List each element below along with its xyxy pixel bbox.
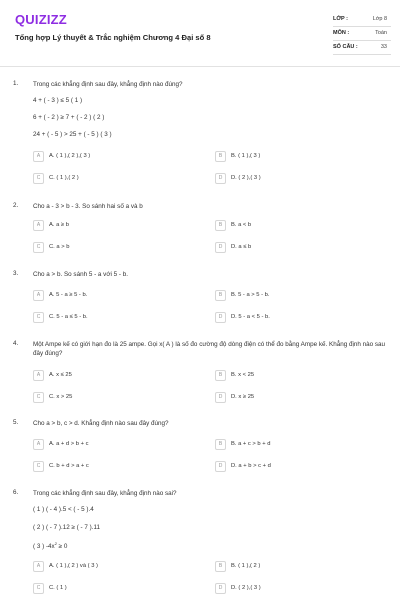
option-a[interactable] (33, 151, 208, 163)
option-text: A. a + d > b + c (49, 441, 89, 447)
statement-prefix: ( 3 ) -4x (33, 543, 55, 551)
question-number: 4. (13, 340, 19, 347)
option-c[interactable] (33, 583, 208, 595)
option-a[interactable] (33, 561, 208, 573)
option-a[interactable] (33, 290, 208, 302)
option-c[interactable] (33, 392, 208, 404)
option-a[interactable] (33, 370, 208, 382)
option-d[interactable] (215, 173, 390, 185)
option-c[interactable] (33, 242, 208, 254)
meta-value: Lớp 8 (372, 16, 387, 22)
option-d[interactable] (215, 312, 390, 324)
option-b[interactable] (215, 220, 390, 232)
option-letter-box: D (215, 173, 226, 184)
option-text: B. 5 - a > 5 - b. (231, 292, 270, 298)
option-letter-box: B (215, 561, 226, 572)
option-text: B. ( 1 ),( 3 ) (231, 153, 261, 159)
option-text: A. a ≥ b (49, 222, 69, 228)
question-number: 5. (13, 419, 19, 426)
option-b[interactable] (215, 290, 390, 302)
question-number: 1. (13, 80, 19, 87)
option-letter-box: C (33, 392, 44, 403)
option-text: B. a < b (231, 222, 252, 228)
question-text: Cho a - 3 > b - 3. So sánh hai số a và b (33, 203, 143, 210)
option-letter-box: C (33, 312, 44, 323)
meta-label: MÔN : (333, 30, 350, 36)
option-text: A. ( 1 ),( 2 ) và ( 3 ) (49, 563, 98, 569)
option-letter-box: D (215, 242, 226, 253)
option-b[interactable] (215, 151, 390, 163)
option-text: A. 5 - a ≥ 5 - b. (49, 292, 88, 298)
statement-suffix: ≥ 0 (56, 543, 68, 551)
question-number: 6. (13, 489, 19, 496)
option-letter-box: A (33, 151, 44, 162)
option-text: C. ( 1 ),( 2 ) (49, 175, 79, 181)
option-d[interactable] (215, 242, 390, 254)
meta-row-count (333, 41, 391, 55)
option-text: A. ( 1 ),( 2 ),( 3 ) (49, 153, 91, 159)
option-letter-box: C (33, 173, 44, 184)
option-c[interactable] (33, 173, 208, 185)
question-text: Cho a > b, c > d. Khẳng định nào sau đây đúng? (33, 420, 169, 427)
statement-line: 4 + ( - 3 ) ≤ 5 ( 1 ) (33, 97, 83, 104)
question-number: 3. (13, 270, 19, 277)
question-text: Trong các khẳng định sau đây, khẳng định nào đúng? (33, 81, 183, 88)
option-c[interactable] (33, 461, 208, 473)
option-b[interactable] (215, 561, 390, 573)
option-a[interactable] (33, 220, 208, 232)
option-letter-box: B (215, 370, 226, 381)
page-title: Tổng hợp Lý thuyết & Trắc nghiệm Chương 4 Đại số 8 (15, 33, 211, 42)
option-text: B. ( 1 ),( 2 ) (231, 563, 261, 569)
option-text: C. x > 25 (49, 394, 73, 400)
meta-label: SỐ CÂU : (333, 44, 358, 50)
option-text: D. a ≤ b (231, 244, 252, 250)
option-letter-box: D (215, 312, 226, 323)
option-letter-box: A (33, 561, 44, 572)
option-b[interactable] (215, 439, 390, 451)
option-letter-box: B (215, 439, 226, 450)
meta-value: Toán (375, 30, 387, 36)
option-text: C. b + d > a + c (49, 463, 89, 469)
option-letter-box: A (33, 220, 44, 231)
option-text: C. a > b (49, 244, 70, 250)
option-letter-box: D (215, 392, 226, 403)
option-b[interactable] (215, 370, 390, 382)
question-number: 2. (13, 202, 19, 209)
option-letter-box: D (215, 583, 226, 594)
option-text: D. ( 2 ),( 3 ) (231, 175, 261, 181)
meta-label: LỚP : (333, 16, 348, 22)
option-text: C. ( 1 ) (49, 585, 67, 591)
option-text: D. x ≥ 25 (231, 394, 255, 400)
option-letter-box: A (33, 290, 44, 301)
option-text: D. ( 2 ),( 3 ) (231, 585, 261, 591)
meta-table (333, 13, 391, 55)
option-text: D. a + b > c + d (231, 463, 271, 469)
option-letter-box: A (33, 370, 44, 381)
meta-row-subject (333, 27, 391, 41)
option-letter-box: D (215, 461, 226, 472)
meta-value: 33 (380, 44, 387, 50)
option-text: B. a + c > b + d (231, 441, 271, 447)
option-letter-box: B (215, 220, 226, 231)
document-header (0, 0, 400, 66)
statement-line: 24 + ( - 5 ) > 25 + ( - 5 ) ( 3 ) (33, 131, 112, 138)
statement-line: ( 1 ) ( - 4 ).5 < ( - 5 ).4 (33, 506, 94, 513)
option-d[interactable] (215, 583, 390, 595)
option-letter-box: C (33, 583, 44, 594)
exponent: 2 (54, 541, 57, 546)
option-text: D. 5 - a < 5 - b. (231, 314, 270, 320)
option-text: C. 5 - a ≤ 5 - b. (49, 314, 88, 320)
option-letter-box: C (33, 461, 44, 472)
option-text: B. x < 25 (231, 372, 255, 378)
option-d[interactable] (215, 461, 390, 473)
option-letter-box: A (33, 439, 44, 450)
quizizz-logo: QUIZIZZ (15, 12, 67, 27)
option-a[interactable] (33, 439, 208, 451)
statement-line (33, 541, 67, 550)
header-divider (0, 66, 400, 67)
statement-line: ( 2 ) ( - 7 ).12 ≥ ( - 7 ).11 (33, 524, 101, 531)
question-text: Cho a > b. So sánh 5 - a với 5 - b. (33, 271, 128, 278)
option-letter-box: B (215, 290, 226, 301)
option-text: A. x ≤ 25 (49, 372, 72, 378)
option-c[interactable] (33, 312, 208, 324)
option-d[interactable] (215, 392, 390, 404)
option-letter-box: C (33, 242, 44, 253)
option-letter-box: B (215, 151, 226, 162)
question-text: Một Ampe kế có giới hạn đo là 25 ampe. Gọi x( A ) là số đo cường độ dòng điện có thể đo bằng Ampe kế. Khẳng định nào sau đây đúng? (33, 341, 386, 357)
statement-line: 6 + ( - 2 ) ≥ 7 + ( - 2 ) ( 2 ) (33, 114, 105, 121)
question-text: Trong các khẳng định sau đây, khẳng định nào sai? (33, 490, 177, 497)
meta-row-grade (333, 13, 391, 27)
